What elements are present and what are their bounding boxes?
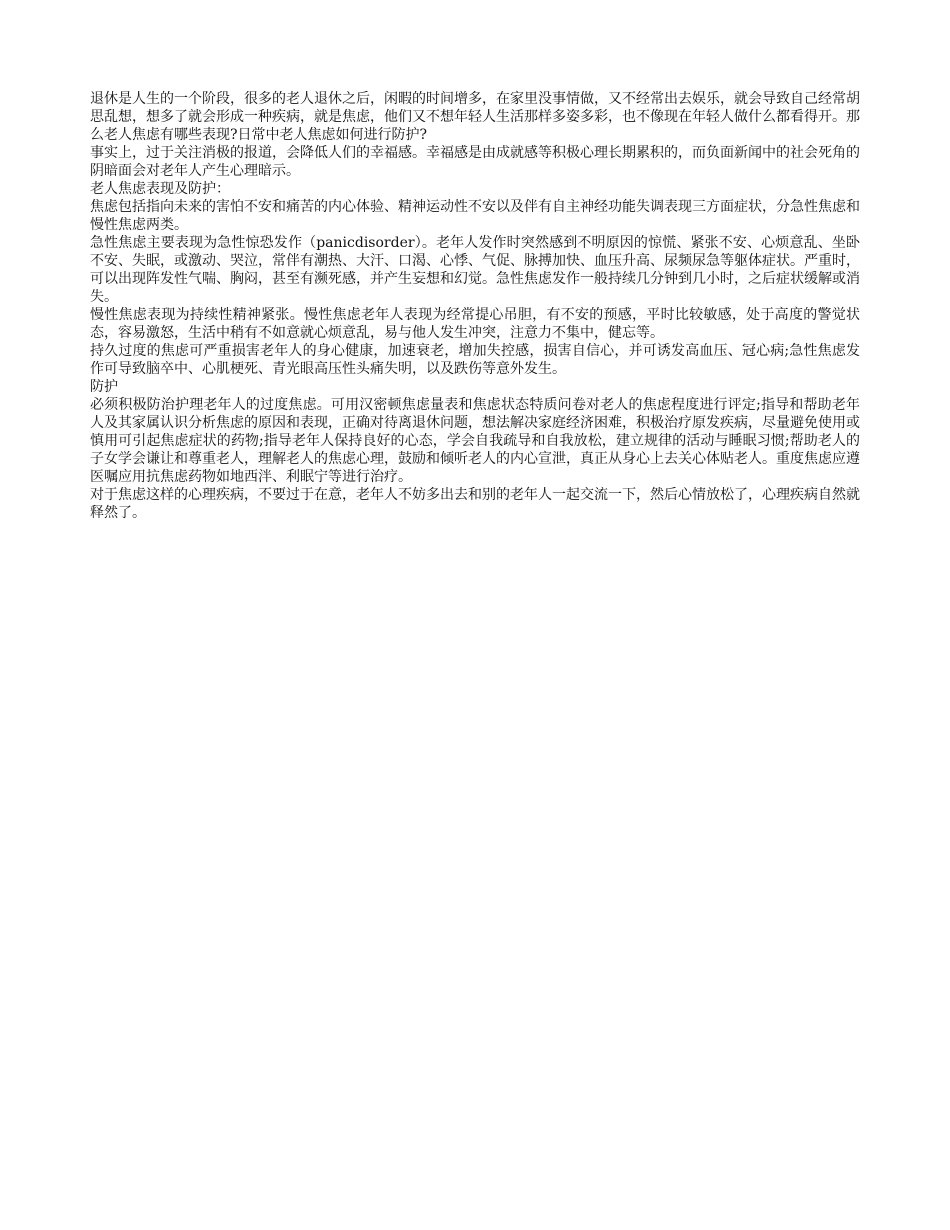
acute-anxiety-paragraph: 急性焦虑主要表现为急性惊恐发作（panicdisorder）。老年人发作时突然感到不明原因的惊慌、紧张不安、心烦意乱、坐卧不安、失眠，或激动、哭泣，常伴有潮热、大汗、口渴、心悸、气促、脉搏加快、血压升高、尿频尿急等躯体症状。严重时，可以出现阵发性气喘、胸闷，甚至有濒死感，并产生妄想和幻觉。急性焦虑发作一般持续几分钟到几小时，之后症状缓解或消失。 [90, 235, 860, 305]
section-heading-prevention: 防护 [90, 379, 118, 395]
section-heading-symptoms: 老人焦虑表现及防护： [90, 181, 230, 197]
context-paragraph: 事实上，过于关注消极的报道，会降低人们的幸福感。幸福感是由成就感等积极心理长期累积的，而负面新闻中的社会死角的阴暗面会对老年人产生心理暗示。 [90, 145, 860, 179]
conclusion-paragraph: 对于焦虑这样的心理疾病，不要过于在意，老年人不妨多出去和别的老年人一起交流一下，然后心情放松了，心理疾病自然就释然了。 [90, 487, 860, 521]
chronic-anxiety-paragraph: 慢性焦虑表现为持续性精神紧张。慢性焦虑老年人表现为经常提心吊胆，有不安的预感，平时比较敏感，处于高度的警觉状态，容易激怒，生活中稍有不如意就心烦意乱，易与他人发生冲突，注意力不集中，健忘等。 [90, 307, 860, 341]
intro-paragraph: 退休是人生的一个阶段，很多的老人退休之后，闲暇的时间增多，在家里没事情做，又不经常出去娱乐，就会导致自己经常胡思乱想，想多了就会形成一种疾病，就是焦虑，他们又不想年轻人生活那样多姿多彩，也不像现在年轻人做什么都看得开。那么老人焦虑有哪些表现?日常中老人焦虑如何进行防护? [90, 91, 860, 143]
article-body [90, 90, 860, 522]
harm-paragraph: 持久过度的焦虑可严重损害老年人的身心健康，加速衰老，增加失控感，损害自信心，并可诱发高血压、冠心病;急性焦虑发作可导致脑卒中、心肌梗死、青光眼高压性头痛失明，以及跌伤等意外发生。 [90, 343, 860, 377]
anxiety-definition-paragraph: 焦虑包括指向未来的害怕不安和痛苦的内心体验、精神运动性不安以及伴有自主神经功能失调表现三方面症状，分急性焦虑和慢性焦虑两类。 [90, 199, 860, 233]
prevention-paragraph: 必须积极防治护理老年人的过度焦虑。可用汉密顿焦虑量表和焦虑状态特质问卷对老人的焦虑程度进行评定;指导和帮助老年人及其家属认识分析焦虑的原因和表现，正确对待离退休问题，想法解决家庭经济困难，积极治疗原发疾病，尽量避免使用或慎用可引起焦虑症状的药物;指导老年人保持良好的心态，学会自我疏导和自我放松，建立规律的活动与睡眠习惯;帮助老人的子女学会谦让和尊重老人，理解老人的焦虑心理，鼓励和倾听老人的内心宣泄，真正从身心上去关心体贴老人。重度焦虑应遵医嘱应用抗焦虑药物如地西泮、利眠宁等进行治疗。 [90, 397, 860, 485]
